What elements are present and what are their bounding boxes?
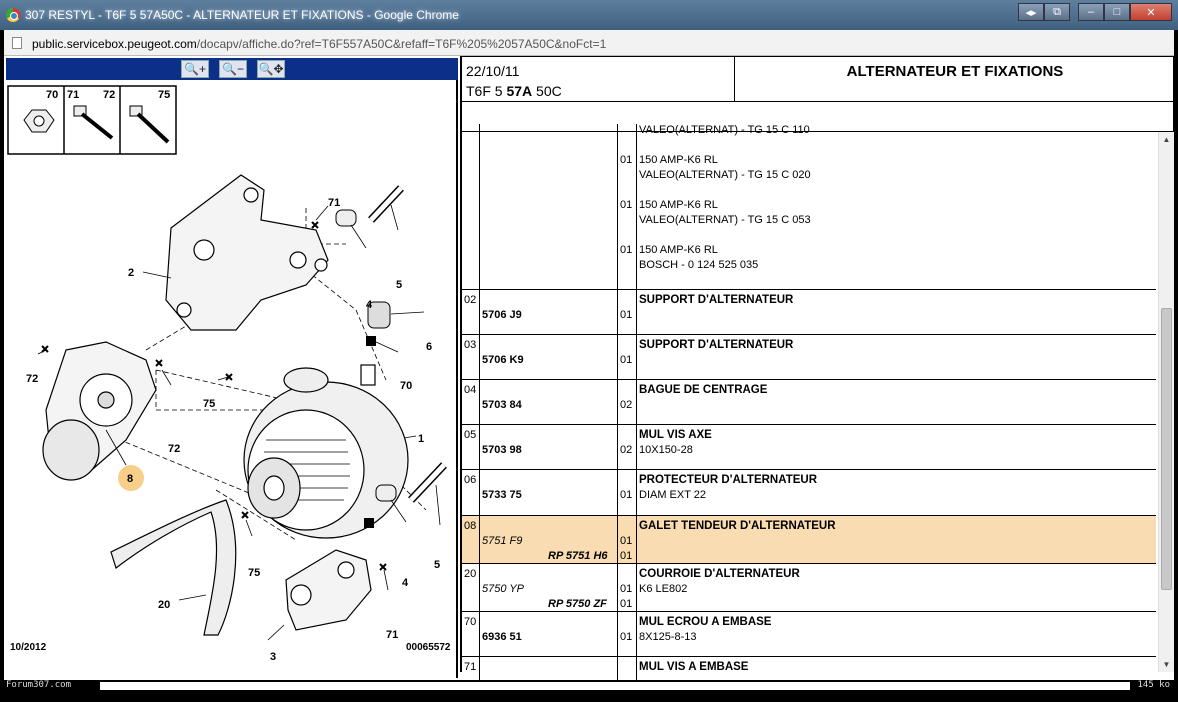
part-label: 72 (168, 443, 181, 455)
quantity: 02 (620, 399, 633, 411)
quantity: 01 (620, 631, 633, 643)
address-bar[interactable] (4, 30, 1174, 56)
quantity: 02 (620, 444, 633, 456)
nav-buttons[interactable]: ◂▸ (1018, 3, 1044, 21)
code-part-c: 50C (532, 83, 562, 99)
column-divider (617, 657, 618, 701)
column-divider (636, 425, 637, 469)
column-divider (479, 470, 480, 515)
table-row[interactable] (462, 380, 1156, 425)
column-divider (636, 380, 637, 424)
zoom-out-button[interactable]: 🔍− (219, 60, 247, 78)
item-number: 05 (464, 429, 477, 441)
replacement-reference[interactable]: RP 5750 ZF (548, 598, 607, 610)
column-divider (479, 516, 480, 563)
restore-button[interactable]: ⧉ (1044, 3, 1070, 21)
part-description: BAGUE DE CENTRAGE (639, 384, 768, 396)
legend-label: 71 (67, 89, 80, 101)
variant-line: 150 AMP-K6 RL (639, 199, 718, 211)
belt-tensioner (43, 342, 156, 480)
part-label: 20 (158, 599, 171, 611)
part-description: SUPPORT D'ALTERNATEUR (639, 294, 794, 306)
column-divider (636, 564, 637, 611)
part-reference[interactable]: 5706 K9 (482, 354, 524, 366)
item-number: 71 (464, 661, 477, 673)
item-number: 02 (464, 294, 477, 306)
page-content (4, 56, 1174, 680)
column-divider (617, 612, 618, 656)
part-label: 75 (248, 567, 261, 579)
chrome-icon (6, 8, 20, 22)
column-divider (617, 124, 618, 289)
part-reference[interactable]: 5751 F9 (482, 535, 523, 547)
part-label: 4 (402, 577, 409, 589)
quantity: 01 (620, 354, 633, 366)
legend-label: 70 (46, 89, 59, 101)
page-icon (12, 37, 22, 49)
column-divider (479, 290, 480, 334)
header-date: 22/10/11 (466, 63, 520, 79)
page-size: 145 ko (1137, 680, 1170, 690)
table-row[interactable] (462, 612, 1156, 657)
column-divider (479, 124, 480, 289)
table-row[interactable] (462, 290, 1156, 335)
part-reference[interactable]: 5706 J9 (482, 309, 522, 321)
variant-line: 150 AMP-K6 RL (639, 244, 718, 256)
item-number: 03 (464, 339, 477, 351)
quantity: 01 (620, 550, 633, 562)
part-label: 70 (400, 380, 413, 392)
part-label: 1 (418, 433, 425, 445)
diagram-ref: 00065572 (406, 642, 451, 653)
variant-line: 150 AMP-K6 RL (639, 154, 718, 166)
quantity: 01 (620, 535, 633, 547)
part-spec: 10X150-28 (639, 444, 693, 456)
window-title: 307 RESTYL - T6F 5 57A50C - ALTERNATEUR ET FIXATIONS - Google Chrome (25, 8, 459, 22)
url-text[interactable] (32, 37, 606, 51)
column-divider (636, 612, 637, 656)
column-divider (617, 516, 618, 563)
variant-line: BOSCH - 0 124 525 035 (639, 259, 759, 271)
part-label: 71 (328, 197, 341, 209)
part-label: 8 (127, 473, 134, 485)
scroll-down-icon[interactable]: ▼ (1162, 660, 1171, 669)
item-number: 06 (464, 474, 477, 486)
column-divider (479, 612, 480, 656)
bolt-5-lower (411, 465, 444, 500)
zoom-fit-button[interactable]: 🔍✥ (258, 62, 284, 76)
column-divider (479, 425, 480, 469)
quantity: 01 (620, 598, 633, 610)
minimize-button[interactable]: – (1078, 3, 1104, 21)
parts-panel (460, 56, 1174, 680)
column-divider (479, 335, 480, 379)
column-divider (636, 470, 637, 515)
window-controls (1018, 3, 1172, 21)
column-divider (617, 470, 618, 515)
column-divider (479, 380, 480, 424)
table-row[interactable] (462, 470, 1156, 516)
quantity: 01 (620, 489, 633, 501)
lower-bracket (286, 550, 371, 630)
part-reference[interactable]: 5703 98 (482, 444, 522, 456)
page-title: ALTERNATEUR ET FIXATIONS (846, 63, 1064, 80)
quantity: 01 (620, 309, 633, 321)
part-description: MUL VIS AXE (639, 429, 712, 441)
close-button[interactable]: ✕ (1130, 3, 1172, 21)
part-label: 5 (434, 559, 441, 571)
variant-line: VALEO(ALTERNAT) - TG 15 C 110 (639, 124, 810, 136)
item-number: 04 (464, 384, 477, 396)
scroll-up-icon[interactable]: ▲ (1162, 135, 1171, 144)
nut-70 (366, 336, 376, 346)
table-row[interactable] (462, 425, 1156, 470)
table-row[interactable] (462, 335, 1156, 380)
part-reference[interactable]: 5733 75 (482, 489, 522, 501)
variant-line: VALEO(ALTERNAT) - TG 15 C 020 (639, 169, 811, 181)
parts-header (460, 56, 1174, 102)
column-divider (617, 380, 618, 424)
variant-line: VALEO(ALTERNAT) - TG 15 C 053 (639, 214, 811, 226)
part-reference[interactable]: 5750 YP (482, 583, 525, 595)
part-label: 3 (270, 651, 277, 663)
window-titlebar (0, 0, 1178, 30)
status-segment (100, 682, 1130, 690)
zoom-in-button[interactable]: 🔍+ (181, 60, 209, 78)
parts-table[interactable] (460, 124, 1156, 673)
header-code (466, 83, 562, 99)
part-reference[interactable]: 6936 51 (482, 631, 522, 643)
table-row-selected[interactable] (462, 516, 1156, 564)
part-label: 72 (26, 373, 39, 385)
status-bar (0, 680, 1178, 692)
column-divider (636, 657, 637, 701)
column-divider (636, 516, 637, 563)
column-divider (617, 290, 618, 334)
nut-hole-icon (34, 116, 44, 126)
part-spec: K6 LE802 (639, 583, 688, 595)
item-number: 20 (464, 568, 477, 580)
part-spec: DIAM EXT 22 (639, 489, 707, 501)
bolt-5-upper (371, 188, 401, 220)
quantity: 01 (620, 583, 633, 595)
column-divider (636, 290, 637, 334)
part-label: 75 (203, 398, 216, 410)
part-label: 2 (128, 267, 135, 279)
legend-box (8, 86, 176, 154)
part-label: 6 (426, 341, 433, 353)
item-number: 70 (464, 616, 477, 628)
url-path: /docapv/affiche.do?ref=T6F557A50C&refaff=T6F%205%2057A50C&noFct=1 (196, 37, 607, 51)
legend-label: 75 (158, 89, 171, 101)
drive-belt (111, 500, 236, 635)
exploded-diagram (6, 80, 458, 678)
replacement-reference[interactable]: RP 5751 H6 (548, 550, 608, 562)
column-divider (479, 564, 480, 611)
alternator (244, 365, 408, 538)
scroll-thumb[interactable] (1161, 308, 1172, 590)
column-divider (636, 124, 637, 289)
code-part-b: 57A (506, 83, 533, 99)
variant-qty: 01 (620, 199, 633, 211)
column-divider (617, 335, 618, 379)
diagram-date: 10/2012 (10, 642, 47, 653)
url-host: public.servicebox.peugeot.com (32, 37, 197, 51)
zoom-toolbar (6, 58, 458, 80)
alternator-bracket (166, 175, 328, 330)
maximize-button[interactable]: □ (1104, 3, 1130, 21)
part-label: 4 (366, 299, 373, 311)
spacer-4-upper (336, 210, 356, 226)
variant-qty: 01 (620, 154, 633, 166)
column-divider (479, 657, 480, 701)
part-description: MUL ECROU A EMBASE (639, 616, 772, 628)
nut-70-lower (364, 518, 374, 528)
table-row[interactable] (462, 124, 1156, 290)
part-description: MUL VIS A EMBASE (639, 661, 749, 673)
diagram-panel (6, 58, 458, 678)
part-reference[interactable]: 5703 84 (482, 399, 522, 411)
spacer-4-lower (376, 485, 396, 501)
part-description: COURROIE D'ALTERNATEUR (639, 568, 800, 580)
code-part-a: T6F 5 (466, 83, 507, 99)
variant-qty: 01 (620, 244, 633, 256)
column-divider (636, 335, 637, 379)
part-label: 71 (386, 629, 399, 641)
part-label: 5 (396, 279, 403, 291)
column-divider (617, 425, 618, 469)
column-divider (617, 564, 618, 611)
item-number: 08 (464, 520, 477, 532)
legend-label: 72 (103, 89, 116, 101)
part-spec: 8X125-8-13 (639, 631, 697, 643)
table-scrollbar[interactable] (1158, 132, 1174, 672)
watermark-text: Forum307.com (6, 680, 72, 690)
part-description: GALET TENDEUR D'ALTERNATEUR (639, 520, 836, 532)
part-description: SUPPORT D'ALTERNATEUR (639, 339, 794, 351)
part-description: PROTECTEUR D'ALTERNATEUR (639, 474, 817, 486)
table-row[interactable] (462, 564, 1156, 612)
